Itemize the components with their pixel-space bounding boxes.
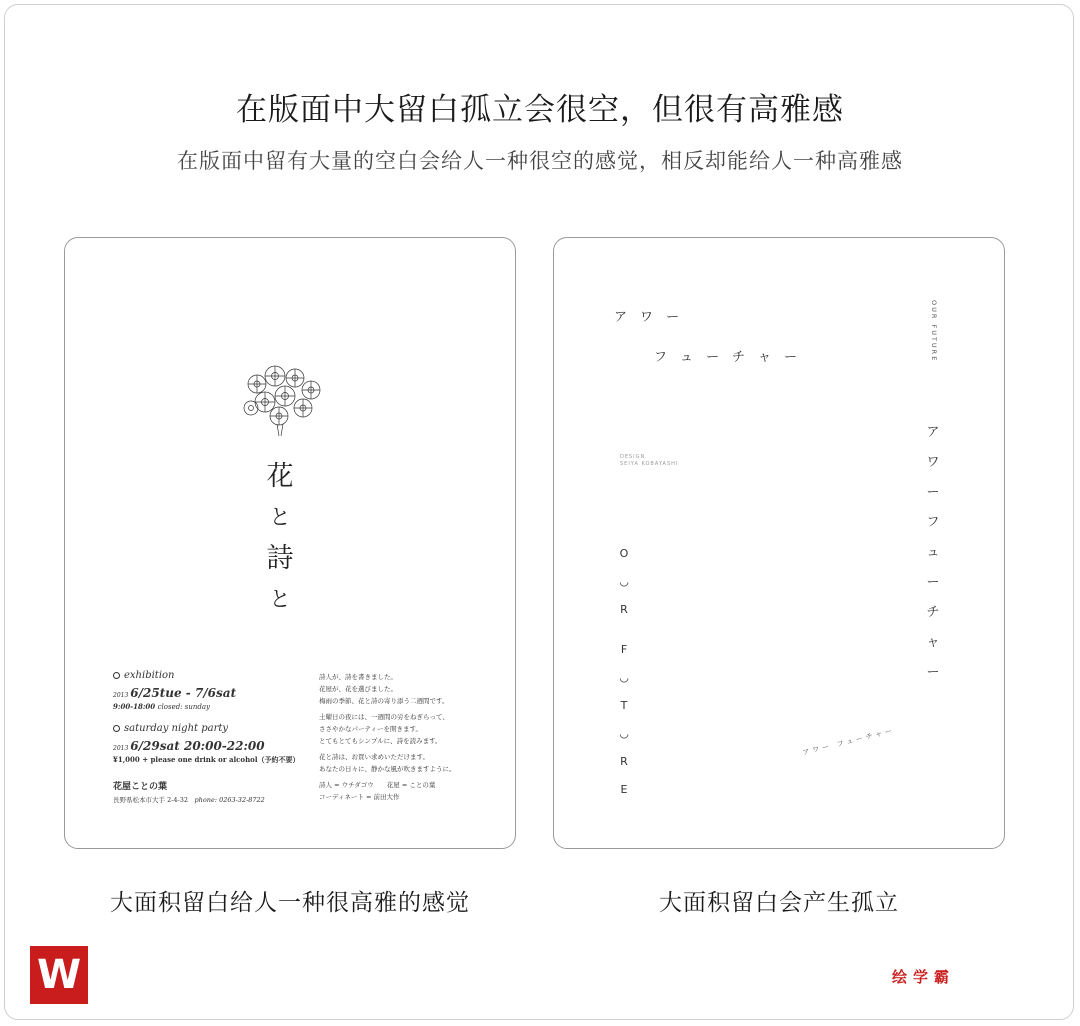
bullet-circle-icon xyxy=(113,672,120,679)
flower-bouquet-illustration xyxy=(237,362,327,438)
headline: 在版面中大留白孤立会很空，但很有高雅感 xyxy=(236,92,844,128)
poem-paragraph: 詩人が、詩を書きました。 花屋が、花を選びました。 梅雨の季節、花と詩の寄り添う二週間です。 xyxy=(319,673,449,705)
shop-name: 花屋ことの葉 xyxy=(113,782,168,792)
brand-name: 绘学霸 xyxy=(892,968,956,986)
top-katakana-line2: フ ュ ー チ ャ ー xyxy=(654,350,798,365)
party-heading: saturday night party xyxy=(113,723,313,734)
bullet-circle-icon xyxy=(113,725,120,732)
vertical-katakana-column: ア ワ ー フ ュ ー チ ャ ー xyxy=(926,425,940,680)
credits-paragraph: 詩人 = ウチダゴウ 花屋 = ことの葉 コーディネート = 前田大作 xyxy=(319,781,436,801)
title-char: 詩 xyxy=(266,543,294,574)
party-fee: ¥1,000 + please one drink or alcohol（予約不要） xyxy=(113,755,300,764)
title-char: と xyxy=(269,587,291,611)
exhibition-dates: 2013 6/25tue - 7/6sat xyxy=(113,686,237,700)
exhibition-hours: 9:00-18:00 closed: sunday xyxy=(113,702,210,711)
closing-paragraph: 花と詩は、お買い求めいただけます。 あなたの日々に、静かな風が吹きますように。 xyxy=(319,753,456,773)
poem-text-block xyxy=(319,671,509,807)
event-info-block xyxy=(113,670,313,804)
title-char: 花 xyxy=(266,461,294,492)
vertical-latin-column: O ◡ R F ◡ T ◡ R E xyxy=(619,547,629,796)
example-card-flower-poem xyxy=(64,237,516,849)
design-credit: DESIGN SEIYA KOBAYASHI xyxy=(620,454,679,467)
brand-logo: W xyxy=(30,946,88,1004)
vertical-title xyxy=(260,456,300,620)
caption-left: 大面积留白给人一种很高雅的感觉 xyxy=(110,890,470,916)
example-card-our-future xyxy=(553,237,1005,849)
top-katakana-line1: ア ワ ー xyxy=(614,310,680,325)
vertical-english-title: OUR FUTURE xyxy=(930,300,938,363)
party-paragraph: 土曜日の夜には、一週間の労をねぎらって、 ささやかなパーティーを開きます。 とてもとてもシンプルに、詩を読みます。 xyxy=(319,713,449,745)
title-char: と xyxy=(269,505,291,529)
caption-right: 大面积留白会产生孤立 xyxy=(659,890,899,916)
party-date: 2013 6/29sat 20:00-22:00 xyxy=(113,739,265,753)
curved-katakana-text: アワー フューチャー xyxy=(801,726,896,758)
exhibition-heading: exhibition xyxy=(113,670,313,681)
shop-address: 長野県松本市大手 2-4-32 phone: 0263-32-8722 xyxy=(113,796,265,804)
subheadline: 在版面中留有大量的空白会给人一种很空的感觉，相反却能给人一种高雅感 xyxy=(177,149,903,173)
